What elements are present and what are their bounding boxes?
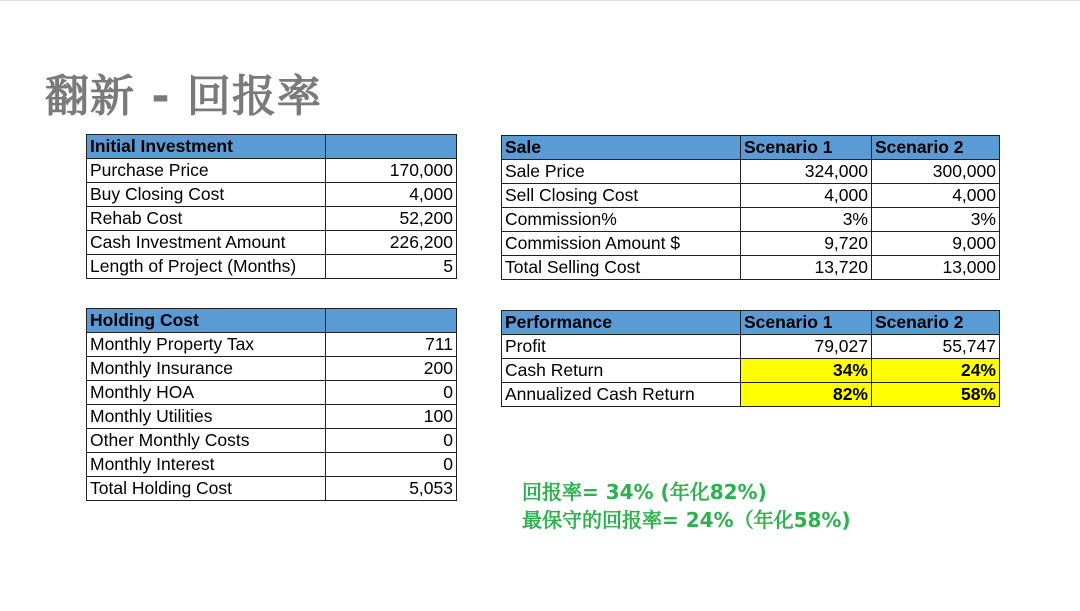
- header-cell: Performance: [502, 311, 741, 335]
- table-header-row: [87, 309, 457, 333]
- header-cell: Scenario 2: [872, 311, 1000, 335]
- header-cell: Holding Cost: [87, 309, 326, 333]
- scenario-1-value: 79,027: [741, 335, 872, 359]
- scenario-1-highlight-value: 82%: [741, 383, 872, 407]
- row-value: 100: [326, 405, 457, 429]
- initial-investment-table: [86, 134, 457, 279]
- row-label: Total Selling Cost: [502, 256, 741, 280]
- header-cell: Initial Investment: [87, 135, 326, 159]
- row-value: 711: [326, 333, 457, 357]
- top-divider: [0, 0, 1080, 1]
- row-value: 0: [326, 381, 457, 405]
- table-row: [87, 333, 457, 357]
- sale-table: [501, 135, 1000, 280]
- row-value: 170,000: [326, 159, 457, 183]
- table-row: [502, 232, 1000, 256]
- row-label: Sell Closing Cost: [502, 184, 741, 208]
- row-label: Commission%: [502, 208, 741, 232]
- table-header-row: [87, 135, 457, 159]
- scenario-2-highlight-value: 58%: [872, 383, 1000, 407]
- table-row: [87, 429, 457, 453]
- scenario-1-value: 4,000: [741, 184, 872, 208]
- row-value: 5,053: [326, 477, 457, 501]
- row-label: Commission Amount $: [502, 232, 741, 256]
- scenario-1-value: 9,720: [741, 232, 872, 256]
- table-row: [87, 255, 457, 279]
- table-row: [502, 383, 1000, 407]
- table-row: [87, 477, 457, 501]
- table-row: [87, 405, 457, 429]
- return-summary-note: [522, 478, 851, 534]
- scenario-2-value: 3%: [872, 208, 1000, 232]
- row-value: 52,200: [326, 207, 457, 231]
- header-cell: [326, 309, 457, 333]
- row-value: 0: [326, 453, 457, 477]
- row-label: Sale Price: [502, 160, 741, 184]
- header-cell: [326, 135, 457, 159]
- row-label: Monthly Interest: [87, 453, 326, 477]
- row-label: Other Monthly Costs: [87, 429, 326, 453]
- table-row: [87, 159, 457, 183]
- row-label: Monthly HOA: [87, 381, 326, 405]
- row-label: Annualized Cash Return: [502, 383, 741, 407]
- table-row: [502, 335, 1000, 359]
- table-row: [502, 256, 1000, 280]
- table-row: [87, 453, 457, 477]
- row-label: Profit: [502, 335, 741, 359]
- row-value: 5: [326, 255, 457, 279]
- holding-cost-table: [86, 308, 457, 501]
- header-cell: Sale: [502, 136, 741, 160]
- performance-table: [501, 310, 1000, 407]
- table-row: [87, 381, 457, 405]
- table-row: [87, 357, 457, 381]
- row-label: Rehab Cost: [87, 207, 326, 231]
- scenario-2-value: 300,000: [872, 160, 1000, 184]
- row-label: Monthly Property Tax: [87, 333, 326, 357]
- header-cell: Scenario 1: [741, 311, 872, 335]
- row-value: 200: [326, 357, 457, 381]
- scenario-1-value: 3%: [741, 208, 872, 232]
- scenario-1-value: 13,720: [741, 256, 872, 280]
- table-row: [87, 207, 457, 231]
- row-value: 226,200: [326, 231, 457, 255]
- table-header-row: [502, 311, 1000, 335]
- row-value: 0: [326, 429, 457, 453]
- row-label: Cash Return: [502, 359, 741, 383]
- row-label: Monthly Utilities: [87, 405, 326, 429]
- conservative-return-note-line: 最保守的回报率= 24%（年化58%): [522, 508, 851, 532]
- scenario-2-highlight-value: 24%: [872, 359, 1000, 383]
- scenario-2-value: 55,747: [872, 335, 1000, 359]
- table-row: [87, 183, 457, 207]
- row-label: Length of Project (Months): [87, 255, 326, 279]
- scenario-2-value: 9,000: [872, 232, 1000, 256]
- row-label: Cash Investment Amount: [87, 231, 326, 255]
- row-label: Monthly Insurance: [87, 357, 326, 381]
- return-note-line: 回报率= 34% (年化82%): [522, 480, 767, 504]
- table-row: [502, 359, 1000, 383]
- slide-title: 翻新 - 回报率: [45, 71, 322, 122]
- row-label: Purchase Price: [87, 159, 326, 183]
- scenario-1-highlight-value: 34%: [741, 359, 872, 383]
- header-cell: Scenario 1: [741, 136, 872, 160]
- table-header-row: [502, 136, 1000, 160]
- table-row: [502, 160, 1000, 184]
- row-label: Buy Closing Cost: [87, 183, 326, 207]
- table-row: [87, 231, 457, 255]
- table-row: [502, 184, 1000, 208]
- row-value: 4,000: [326, 183, 457, 207]
- scenario-2-value: 4,000: [872, 184, 1000, 208]
- scenario-1-value: 324,000: [741, 160, 872, 184]
- header-cell: Scenario 2: [872, 136, 1000, 160]
- scenario-2-value: 13,000: [872, 256, 1000, 280]
- row-label: Total Holding Cost: [87, 477, 326, 501]
- table-row: [502, 208, 1000, 232]
